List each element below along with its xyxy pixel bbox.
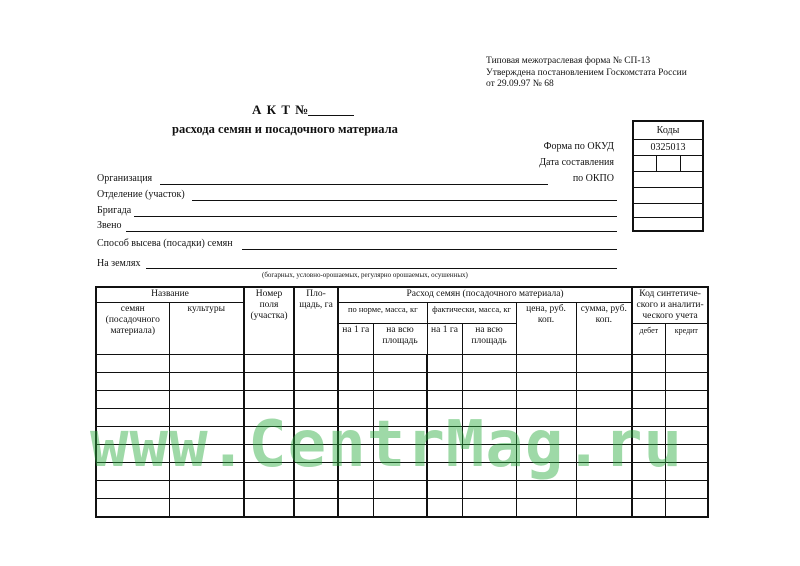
form-note-line-1: Типовая межотраслевая форма № СП-13 xyxy=(486,56,651,66)
unit-label: Звено xyxy=(97,220,122,231)
organization-label: Организация xyxy=(97,173,153,184)
table-cell[interactable] xyxy=(632,481,665,499)
table-cell[interactable] xyxy=(96,355,169,373)
table-cell[interactable] xyxy=(373,499,427,518)
col-accounting-code: Код синтетиче-ского и аналити-ческого учета xyxy=(632,287,708,324)
table-row xyxy=(96,373,708,391)
col-credit: кредит xyxy=(665,324,708,355)
table-cell[interactable] xyxy=(576,391,632,409)
act-subtitle: расхода семян и посадочного материала xyxy=(172,122,398,136)
okud-label: Форма по ОКУД xyxy=(543,141,614,152)
table-cell[interactable] xyxy=(244,355,294,373)
act-number-line xyxy=(308,115,354,116)
code-cell-2 xyxy=(634,204,702,218)
table-cell[interactable] xyxy=(244,373,294,391)
act-title: А К Т № xyxy=(252,102,310,117)
table-row xyxy=(96,391,708,409)
table-cell[interactable] xyxy=(427,355,462,373)
table-cell[interactable] xyxy=(427,499,462,518)
lands-hint: (богарных, условно-орошаемых, регулярно орошаемых, осушенных) xyxy=(262,271,468,279)
table-cell[interactable] xyxy=(96,373,169,391)
sowing-method-line[interactable] xyxy=(242,249,617,250)
table-cell[interactable] xyxy=(665,499,708,518)
table-cell[interactable] xyxy=(169,373,244,391)
seed-consumption-table xyxy=(95,286,709,518)
col-by-norm: по норме, масса, кг xyxy=(338,303,427,324)
table-cell[interactable] xyxy=(576,499,632,518)
code-cell-1 xyxy=(634,188,702,204)
table-cell[interactable] xyxy=(516,373,576,391)
codes-box xyxy=(632,120,704,232)
table-cell[interactable] xyxy=(96,499,169,518)
on-lands-label: На землях xyxy=(97,258,141,269)
table-cell[interactable] xyxy=(665,355,708,373)
table-cell[interactable] xyxy=(338,391,373,409)
table-cell[interactable] xyxy=(462,391,516,409)
table-cell[interactable] xyxy=(169,481,244,499)
col-norm-total: на всю площадь xyxy=(373,324,427,355)
table-cell[interactable] xyxy=(338,373,373,391)
table-cell[interactable] xyxy=(294,481,338,499)
table-cell[interactable] xyxy=(169,355,244,373)
col-area: Пло-щадь, га xyxy=(294,287,338,355)
table-cell[interactable] xyxy=(576,355,632,373)
table-cell[interactable] xyxy=(96,391,169,409)
table-cell[interactable] xyxy=(632,499,665,518)
table-cell[interactable] xyxy=(338,355,373,373)
organization-line[interactable] xyxy=(160,184,548,185)
table-cell[interactable] xyxy=(294,499,338,518)
okpo-label: по ОКПО xyxy=(572,173,614,184)
table-cell[interactable] xyxy=(516,499,576,518)
col-consumption: Расход семян (посадочного материала) xyxy=(338,287,632,303)
table-cell[interactable] xyxy=(516,481,576,499)
col-sum: сумма, руб. коп. xyxy=(576,303,632,355)
table-cell[interactable] xyxy=(373,481,427,499)
date-cells xyxy=(634,156,702,172)
okpo-cell xyxy=(634,172,702,188)
brigade-label: Бригада xyxy=(97,205,132,216)
col-crops: культуры xyxy=(169,303,244,355)
col-norm-per-ha: на 1 га xyxy=(338,324,373,355)
col-seeds: семян (посадочного материала) xyxy=(96,303,169,355)
col-actual: фактически, масса, кг xyxy=(427,303,516,324)
table-cell[interactable] xyxy=(632,373,665,391)
col-actual-total: на всю площадь xyxy=(462,324,516,355)
col-name: Название xyxy=(96,287,244,303)
table-cell[interactable] xyxy=(96,481,169,499)
form-note-line-3: от 29.09.97 № 68 xyxy=(486,79,554,89)
department-line[interactable] xyxy=(192,200,617,201)
codes-header: Коды xyxy=(634,122,702,140)
table-cell[interactable] xyxy=(294,391,338,409)
table-cell[interactable] xyxy=(632,355,665,373)
on-lands-line[interactable] xyxy=(146,268,617,269)
table-cell[interactable] xyxy=(338,481,373,499)
table-cell[interactable] xyxy=(462,499,516,518)
table-cell[interactable] xyxy=(427,391,462,409)
table-cell[interactable] xyxy=(632,391,665,409)
table-cell[interactable] xyxy=(576,373,632,391)
table-cell[interactable] xyxy=(462,481,516,499)
okud-code: 0325013 xyxy=(634,140,702,156)
watermark: www.CentrMag.ru xyxy=(90,408,683,482)
table-cell[interactable] xyxy=(665,481,708,499)
table-cell[interactable] xyxy=(244,481,294,499)
table-cell[interactable] xyxy=(516,391,576,409)
table-cell[interactable] xyxy=(576,481,632,499)
table-cell[interactable] xyxy=(294,355,338,373)
table-cell[interactable] xyxy=(665,373,708,391)
table-row xyxy=(96,499,708,518)
table-cell[interactable] xyxy=(427,481,462,499)
table-cell[interactable] xyxy=(169,499,244,518)
brigade-line[interactable] xyxy=(134,216,617,217)
col-actual-per-ha: на 1 га xyxy=(427,324,462,355)
table-cell[interactable] xyxy=(294,373,338,391)
table-cell[interactable] xyxy=(462,373,516,391)
table-cell[interactable] xyxy=(462,355,516,373)
col-debit: дебет xyxy=(632,324,665,355)
table-row xyxy=(96,355,708,373)
form-reference-note xyxy=(486,56,687,91)
date-label: Дата составления xyxy=(539,157,614,168)
table-cell[interactable] xyxy=(373,373,427,391)
col-price: цена, руб. коп. xyxy=(516,303,576,355)
table-cell[interactable] xyxy=(338,499,373,518)
sowing-method-label: Способ высева (посадки) семян xyxy=(97,238,233,249)
table-cell[interactable] xyxy=(427,373,462,391)
table-cell[interactable] xyxy=(244,391,294,409)
table-cell[interactable] xyxy=(665,391,708,409)
table-cell[interactable] xyxy=(169,391,244,409)
table-cell[interactable] xyxy=(244,499,294,518)
table-cell[interactable] xyxy=(516,355,576,373)
form-note-line-2: Утверждена постановлением Госкомстата России xyxy=(486,67,687,78)
table-cell[interactable] xyxy=(373,355,427,373)
department-label: Отделение (участок) xyxy=(97,189,185,200)
col-field-number: Номер поля (участка) xyxy=(244,287,294,355)
unit-line[interactable] xyxy=(126,231,617,232)
table-cell[interactable] xyxy=(373,391,427,409)
table-row xyxy=(96,481,708,499)
